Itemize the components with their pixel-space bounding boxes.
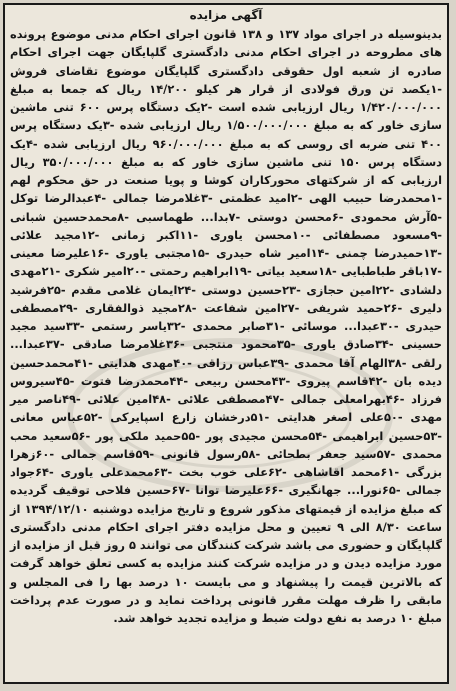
auction-notice <box>3 3 449 684</box>
notice-body: بدینوسیله در اجرای مواد ۱۳۷ و ۱۳۸ قانون اجرای احکام مدنی موضوع پرونده های مطروحه در اجرای احکام مدنی دادگستری گلپایگان جهت اجرای احکام صادره از شعبه اول حقوقی دادگستری گلپایگان موضوع تقاضای فروش -۱یکصد تن ورق فولادی از قرار هر کیلو ۱۴/۲۰۰ ریال که جمعا به مبلغ ۱/۴۲۰/۰۰۰/۰۰۰ ریال ارزیابی شده است -۲یک دستگاه پرس ۶۰۰ تنی ماشین سازی خاور که به مبلغ ۱/۵۰۰/۰۰۰/۰۰۰ ریال ارزیابی شده -۳یک دستگاه پرس ۴۰۰ تنی ضربه ای روسی که به مبلغ ۹۶۰/۰۰۰/۰۰۰ ریال ارزیابی شده -۴یک دستگاه پرس ۱۵۰ تنی ماشین سازی خاور که به مبلغ ۳۵۰/۰۰۰/۰۰۰ ریال ارزیابی که از شرکتهای محورکاران کوشا و پویا صنعت در حق محکوم لهم -۱محمدرضا حبیب الهی -۲امید عظمتی -۳غلامرضا جمالی -۴عبدالرضا توکل -۵آرش محمودی -۶محسن دوستی -۷بدا... طهماسبی -۸محمدحسین شبانی -۹مسعود مصطفائی -۱۰محسن یاوری -۱۱اکبر زمانی -۱۲مجید علائی -۱۳حمیدرضا چمنی -۱۴امیر شاه حیدری -۱۵مجتبی یاوری -۱۶علیرضا معینی -۱۷باقر طباطبایی -۱۸سعید بیاتی -۱۹ابراهیم رحمتی -۲۰امیر شکری -۲۱مهدی دلشادی -۲۲امین حجازی -۲۳حسین دوستی -۲۴ایمان غلامی مقدم -۲۵فرشید دلیری -۲۶حمید شریفی -۲۷امین شفاعت -۲۸مجید ذوالفقاری -۲۹مصطفی حیدری -۳۰عبدا... موسائی -۳۱صابر محمدی -۳۲یاسر رستمی -۳۳سید مجید حسینی -۳۴صادق یاوری -۳۵محمود منتجبی -۳۶غلامرضا صادقی -۳۷عبدا... رلقی -۳۸الهام آقا محمدی -۳۹عباس رزاقی -۴۰مهدی هدایتی -۴۱محمدحسین دیده بان -۴۲قاسم پیروی -۴۳محسن ربیعی -۴۴محمدرضا فتوت -۴۵سیروس فرزاد -۴۶بهرامعلی جمالی -۴۷مصطفی علائی -۴۸امین علائی -۴۹ناصر میر مهدی -۵۰علی اصغر هدایتی -۵۱درخشان زارع اسپایرکی -۵۲عباس معانی -۵۳حسین ابراهیمی -۵۴محسن مجیدی پور -۵۵حمید ملکی پور -۵۶سعید محب محمدی -۵۷سید جعفر بطحائی -۵۸رسول قانونی -۵۹قاسم جمالی -۶۰زهرا بزرگی -۶۱محمد اقاشاهی -۶۲علی خوب بخت -۶۳محمدعلی یاوری -۶۴جواد جمالی -۶۵نورا... جهانگیری -۶۶علیرضا توانا -۶۷حسین فلاحی توقیف گردیده که مبلغ مزایده از قیمتهای مذکور شروع و تاریخ مزایده دوشنبه ۱۳۹۴/۱۲/۱۰ از ساعت ۸/۳۰ الی ۹ تعیین و محل مزایده دفتر اجرای احکام مدنی دادگستری گلپایگان و حضوری می باشد شرکت کنندگان می توانند ۵ روز قبل از مزایده از مورد مزایده دیدن و در مزایده شرکت کنند مزایده به کسی تعلق خواهد گرفت که بالاترین قیمت را پیشنهاد و می بایست ۱۰ درصد بها را فی المجلس و مابقی را ظرف مهلت مقرر قانونی پرداخت نماید و در صورت عدم پرداخت مبلغ ۱۰ درصد به نفع دولت ضبط و مزایده تجدید خواهد شد. <box>10 27 443 625</box>
notice-title: آگهی مزایده <box>189 8 263 22</box>
